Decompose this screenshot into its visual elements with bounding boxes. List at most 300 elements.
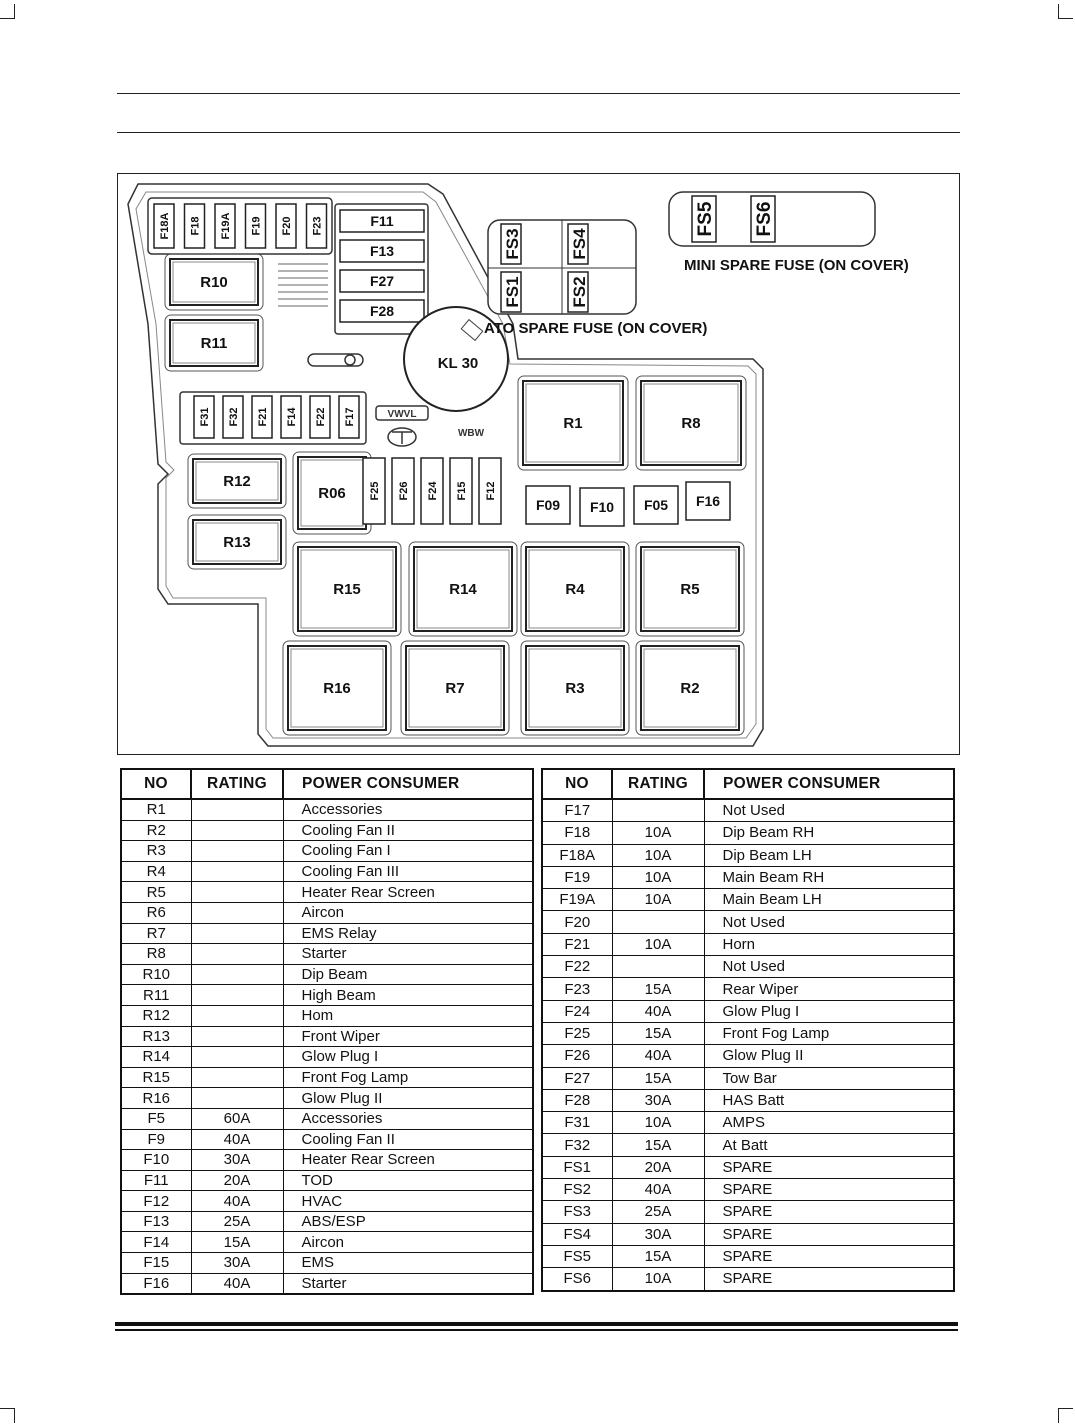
cell-consumer: SPARE: [704, 1245, 954, 1267]
cell-no: FS1: [542, 1156, 612, 1178]
cell-no: F27: [542, 1067, 612, 1089]
fuse-puller-icon: [308, 354, 363, 366]
cell-consumer: Front Fog Lamp: [283, 1067, 533, 1088]
table-row: [121, 923, 533, 944]
cell-no: F32: [542, 1134, 612, 1156]
cell-consumer: Cooling Fan I: [283, 841, 533, 862]
cell-rating: 40A: [191, 1191, 283, 1212]
fuse-f12: [479, 458, 501, 524]
cell-consumer: Horn: [704, 933, 954, 955]
relay-r3: [521, 641, 629, 735]
cell-no: F13: [121, 1211, 191, 1232]
fuse-label: F26: [398, 481, 410, 501]
fuse-label: F20: [281, 216, 293, 236]
header-no: NO: [121, 769, 191, 799]
spare-fuse-label: FS5: [695, 201, 716, 237]
table-row: [121, 1005, 533, 1026]
cell-no: F26: [542, 1045, 612, 1067]
fuse-label: F25: [369, 481, 381, 501]
cell-no: R3: [121, 841, 191, 862]
cell-consumer: At Batt: [704, 1134, 954, 1156]
cell-no: R14: [121, 1047, 191, 1068]
relay-r15: [293, 542, 401, 636]
cell-no: F11: [121, 1170, 191, 1191]
footer-rule-thin: [115, 1329, 958, 1331]
cell-no: F5: [121, 1108, 191, 1129]
cell-consumer: SPARE: [704, 1179, 954, 1201]
fuse-label: F21: [257, 407, 269, 427]
cell-consumer: Starter: [283, 1273, 533, 1294]
fuse-f15: [450, 458, 472, 524]
table-row: [542, 822, 954, 844]
fuse-f14: [281, 396, 301, 438]
relay-label: R8: [681, 415, 701, 432]
cell-rating: 30A: [612, 1089, 704, 1111]
cell-rating: 10A: [612, 1112, 704, 1134]
cell-rating: [191, 902, 283, 923]
cell-consumer: Glow Plug II: [704, 1045, 954, 1067]
cell-rating: 30A: [191, 1253, 283, 1274]
header-no: NO: [542, 769, 612, 799]
cell-no: FS6: [542, 1268, 612, 1291]
spare-fuse-label: FS6: [754, 201, 775, 237]
cell-no: F23: [542, 978, 612, 1000]
cell-no: R1: [121, 799, 191, 820]
fuse-label: F17: [344, 407, 356, 427]
fuse-f11: [340, 210, 424, 232]
table-row: [542, 866, 954, 888]
relay-label: R06: [318, 485, 346, 502]
cell-consumer: Glow Plug I: [704, 1000, 954, 1022]
relay-label: R14: [449, 581, 477, 598]
relay-label: R15: [333, 581, 361, 598]
cell-no: F25: [542, 1022, 612, 1044]
relay-label: R13: [223, 534, 251, 551]
table-row: [542, 1156, 954, 1178]
table-row: [542, 1268, 954, 1291]
fuse-label: F15: [456, 481, 468, 501]
relay-label: R1: [563, 415, 583, 432]
cell-consumer: Cooling Fan II: [283, 1129, 533, 1150]
fuse-label: F18A: [159, 212, 171, 240]
table-row: [121, 841, 533, 862]
fuse-f26: [392, 458, 414, 524]
cell-no: FS5: [542, 1245, 612, 1267]
table-row: [121, 985, 533, 1006]
cell-rating: [191, 944, 283, 965]
cell-rating: 30A: [191, 1150, 283, 1171]
ato-spare-label: ATO SPARE FUSE (ON COVER): [484, 320, 708, 337]
spare-fuse-label: FS4: [570, 228, 589, 260]
cell-no: R16: [121, 1088, 191, 1109]
cell-no: R15: [121, 1067, 191, 1088]
svg-text:WBW: WBW: [457, 428, 485, 439]
table-row: [121, 1232, 533, 1253]
cell-rating: 10A: [612, 866, 704, 888]
fuse-f13: [340, 240, 424, 262]
cell-consumer: AMPS: [704, 1112, 954, 1134]
spare-fuse-fs1: [501, 272, 522, 312]
relay-label: R3: [565, 680, 585, 697]
cell-no: F17: [542, 799, 612, 822]
cell-consumer: Rear Wiper: [704, 978, 954, 1000]
cell-rating: 15A: [612, 1022, 704, 1044]
fuse-f32: [223, 396, 243, 438]
relay-r5: [636, 542, 744, 636]
fuse-label: F22: [315, 407, 327, 427]
table-header-row: [121, 769, 533, 799]
relay-label: R5: [680, 581, 700, 598]
table-row: [542, 844, 954, 866]
table-row: [542, 1201, 954, 1223]
fuse-f19: [246, 204, 266, 248]
crop-mark-bottom-right: [1058, 1408, 1073, 1423]
cell-rating: 15A: [612, 978, 704, 1000]
fuse-f25: [363, 458, 385, 524]
cell-rating: 10A: [612, 822, 704, 844]
header-consumer: POWER CONSUMER: [704, 769, 954, 799]
header-consumer: POWER CONSUMER: [283, 769, 533, 799]
cell-no: R5: [121, 882, 191, 903]
relay-label: R16: [323, 680, 351, 697]
cell-no: FS2: [542, 1179, 612, 1201]
relay-r1: [518, 376, 628, 470]
cell-consumer: Dip Beam LH: [704, 844, 954, 866]
fuse-label: F11: [370, 213, 394, 229]
cell-consumer: Accessories: [283, 1108, 533, 1129]
cell-no: F9: [121, 1129, 191, 1150]
cell-no: F24: [542, 1000, 612, 1022]
cell-rating: [191, 1005, 283, 1026]
cell-no: F12: [121, 1191, 191, 1212]
cell-no: F14: [121, 1232, 191, 1253]
cell-rating: [191, 1026, 283, 1047]
crop-mark-top-right: [1058, 4, 1073, 19]
spare-fuse-label: FS2: [570, 276, 589, 308]
table-row: [121, 799, 533, 820]
relay-r06: [293, 452, 371, 534]
table-row: [542, 1000, 954, 1022]
cell-no: R13: [121, 1026, 191, 1047]
cell-consumer: Aircon: [283, 1232, 533, 1253]
cell-consumer: Heater Rear Screen: [283, 1150, 533, 1171]
cell-rating: [191, 1047, 283, 1068]
relay-r4: [521, 542, 629, 636]
cell-consumer: Accessories: [283, 799, 533, 820]
table-row: [121, 1170, 533, 1191]
cell-rating: 10A: [612, 844, 704, 866]
relay-r10: [165, 254, 263, 310]
cell-no: F28: [542, 1089, 612, 1111]
cell-no: F10: [121, 1150, 191, 1171]
cell-rating: 40A: [612, 1179, 704, 1201]
cell-consumer: Aircon: [283, 902, 533, 923]
fuse-label: F19A: [220, 212, 232, 240]
cell-rating: 10A: [612, 933, 704, 955]
fuse-label: F18: [189, 216, 202, 236]
cell-consumer: Starter: [283, 944, 533, 965]
footer-rule-thick: [115, 1322, 958, 1326]
cell-consumer: Not Used: [704, 799, 954, 822]
fuse-label: F32: [228, 407, 240, 427]
fuse-f10: [580, 488, 624, 526]
cell-consumer: Glow Plug II: [283, 1088, 533, 1109]
spare-fuse-fs6: [751, 196, 775, 242]
relay-label: R2: [680, 680, 700, 697]
cell-no: F15: [121, 1253, 191, 1274]
cell-consumer: Glow Plug I: [283, 1047, 533, 1068]
relay-label: R11: [200, 335, 228, 352]
fuse-label: F23: [311, 216, 324, 236]
table-row: [542, 799, 954, 822]
fuse-f05: [634, 486, 678, 524]
cell-consumer: SPARE: [704, 1156, 954, 1178]
fuse-f21: [252, 396, 272, 438]
cell-consumer: Front Wiper: [283, 1026, 533, 1047]
cell-rating: 40A: [191, 1129, 283, 1150]
vent-lines: [278, 264, 328, 306]
cell-consumer: Dip Beam RH: [704, 822, 954, 844]
fuse-label: F13: [369, 243, 395, 259]
fuse-f31: [194, 396, 214, 438]
table-row: [542, 1089, 954, 1111]
cell-rating: [191, 985, 283, 1006]
cell-consumer: High Beam: [283, 985, 533, 1006]
fuse-f20: [276, 204, 296, 248]
cell-rating: 40A: [612, 1045, 704, 1067]
fuse-label: F31: [199, 407, 211, 427]
spare-fuse-fs2: [568, 272, 589, 312]
fuse-f27: [340, 270, 424, 292]
top-fuse-block: [148, 198, 332, 254]
manufacturer-logo: [376, 406, 485, 446]
kl30-label: KL 30: [437, 355, 479, 372]
cell-rating: 30A: [612, 1223, 704, 1245]
cell-consumer: Hom: [283, 1005, 533, 1026]
fuse-box-drawing: [118, 174, 961, 756]
cell-rating: [191, 820, 283, 841]
fuse-f28: [340, 300, 424, 322]
cell-rating: 15A: [191, 1232, 283, 1253]
relay-label: R12: [223, 473, 251, 490]
cell-rating: [191, 1067, 283, 1088]
table-row: [542, 933, 954, 955]
table-row: [121, 882, 533, 903]
mini-spare-label: MINI SPARE FUSE (ON COVER): [684, 257, 909, 274]
table-row: [121, 1211, 533, 1232]
table-row: [542, 911, 954, 933]
table-row: [121, 944, 533, 965]
cell-no: F31: [542, 1112, 612, 1134]
cell-consumer: SPARE: [704, 1268, 954, 1291]
fuse-label: F14: [286, 407, 298, 427]
relay-r8: [636, 376, 746, 470]
relay-r2: [636, 641, 744, 735]
table-row: [121, 861, 533, 882]
table-row: [542, 1067, 954, 1089]
table-row: [121, 1273, 533, 1294]
cell-consumer: Dip Beam: [283, 964, 533, 985]
table-row: [542, 1022, 954, 1044]
cell-consumer: SPARE: [704, 1201, 954, 1223]
cell-no: R4: [121, 861, 191, 882]
cell-rating: [191, 1088, 283, 1109]
table-row: [542, 978, 954, 1000]
fuse-label: F10: [589, 499, 615, 515]
header-rating: RATING: [191, 769, 283, 799]
cell-consumer: EMS Relay: [283, 923, 533, 944]
cell-rating: [191, 923, 283, 944]
fuse-f19a: [215, 204, 235, 248]
spare-fuse-fs3: [501, 224, 522, 264]
relay-r11: [165, 315, 263, 371]
header-rating: RATING: [612, 769, 704, 799]
cell-no: R12: [121, 1005, 191, 1026]
relay-r13: [188, 515, 286, 569]
cell-rating: [612, 799, 704, 822]
fuse-label: F05: [643, 497, 669, 513]
relay-label: R10: [200, 274, 228, 291]
cell-rating: 40A: [612, 1000, 704, 1022]
fuse-f17: [339, 396, 359, 438]
table-row: [121, 1108, 533, 1129]
cell-rating: 20A: [612, 1156, 704, 1178]
fuse-label: F24: [427, 481, 439, 501]
table-row: [542, 1112, 954, 1134]
cell-rating: [191, 799, 283, 820]
cell-consumer: Heater Rear Screen: [283, 882, 533, 903]
relay-label: R4: [565, 581, 585, 598]
table-header-row: [542, 769, 954, 799]
cell-no: F18A: [542, 844, 612, 866]
spare-fuse-fs4: [568, 224, 589, 264]
table-row: [542, 1245, 954, 1267]
cell-rating: 20A: [191, 1170, 283, 1191]
relay-label: R7: [445, 680, 465, 697]
fuse-f09: [526, 486, 570, 524]
cell-rating: 60A: [191, 1108, 283, 1129]
cell-rating: 40A: [191, 1273, 283, 1294]
relay-r14: [409, 542, 517, 636]
spare-fuse-label: FS1: [503, 276, 522, 308]
table-row: [121, 1253, 533, 1274]
cell-rating: [191, 964, 283, 985]
crop-mark-bottom-left: [0, 1408, 15, 1423]
cell-consumer: ABS/ESP: [283, 1211, 533, 1232]
cell-no: R10: [121, 964, 191, 985]
table-row: [121, 1129, 533, 1150]
table-row: [542, 956, 954, 978]
cell-consumer: TOD: [283, 1170, 533, 1191]
cell-rating: 15A: [612, 1134, 704, 1156]
cell-rating: [191, 861, 283, 882]
cell-no: FS3: [542, 1201, 612, 1223]
cell-consumer: Not Used: [704, 956, 954, 978]
spare-fuse-fs5: [692, 196, 716, 242]
cell-no: F19A: [542, 889, 612, 911]
cell-no: F20: [542, 911, 612, 933]
relay-r7: [401, 641, 509, 735]
fuse-f22: [310, 396, 330, 438]
fuse-table-left: [120, 768, 534, 1295]
table-row: [121, 902, 533, 923]
cell-rating: 15A: [612, 1245, 704, 1267]
cell-consumer: Main Beam RH: [704, 866, 954, 888]
table-row: [121, 964, 533, 985]
fuse-f23: [307, 204, 327, 248]
cell-no: R8: [121, 944, 191, 965]
cell-rating: [612, 911, 704, 933]
table-row: [542, 1179, 954, 1201]
crop-mark-top-left: [0, 4, 15, 19]
table-row: [542, 1045, 954, 1067]
fuse-label: F27: [369, 273, 395, 289]
table-row: [121, 1067, 533, 1088]
fuse-label: F16: [695, 493, 721, 509]
cell-rating: [612, 956, 704, 978]
fuse-box-diagram: [117, 173, 960, 755]
fuse-label: F19: [250, 216, 263, 236]
header-rule-top: [117, 93, 960, 94]
header-rule-bottom: [117, 132, 960, 133]
cell-consumer: Tow Bar: [704, 1067, 954, 1089]
cell-no: FS4: [542, 1223, 612, 1245]
table-row: [121, 1047, 533, 1068]
cell-rating: 10A: [612, 1268, 704, 1291]
table-row: [121, 1191, 533, 1212]
cell-no: R2: [121, 820, 191, 841]
fuse-f16: [686, 482, 730, 520]
cell-no: R11: [121, 985, 191, 1006]
cell-rating: 15A: [612, 1067, 704, 1089]
fuse-table-right: [541, 768, 955, 1292]
cell-rating: 10A: [612, 889, 704, 911]
table-row: [542, 1134, 954, 1156]
table-row: [121, 1150, 533, 1171]
table-row: [542, 889, 954, 911]
table-row: [121, 820, 533, 841]
fuse-f18a: [154, 204, 174, 248]
cell-rating: 25A: [191, 1211, 283, 1232]
table-row: [542, 1223, 954, 1245]
relay-r16: [283, 641, 391, 735]
cell-consumer: HAS Batt: [704, 1089, 954, 1111]
cell-no: F16: [121, 1273, 191, 1294]
cell-rating: 25A: [612, 1201, 704, 1223]
relay-r12: [188, 454, 286, 508]
cell-consumer: HVAC: [283, 1191, 533, 1212]
cell-consumer: SPARE: [704, 1223, 954, 1245]
cell-no: F19: [542, 866, 612, 888]
fuse-f18: [185, 204, 205, 248]
cell-consumer: Cooling Fan III: [283, 861, 533, 882]
cell-no: R6: [121, 902, 191, 923]
fuse-label: F28: [369, 303, 395, 319]
fuse-label: F09: [535, 497, 561, 513]
cell-consumer: EMS: [283, 1253, 533, 1274]
cell-no: F22: [542, 956, 612, 978]
cell-rating: [191, 841, 283, 862]
fuse-label: F12: [485, 481, 497, 501]
cell-consumer: Cooling Fan II: [283, 820, 533, 841]
svg-text:VWVL: VWVL: [387, 409, 417, 420]
cell-consumer: Main Beam LH: [704, 889, 954, 911]
cell-rating: [191, 882, 283, 903]
cell-no: F18: [542, 822, 612, 844]
fuse-f24: [421, 458, 443, 524]
cell-consumer: Not Used: [704, 911, 954, 933]
spare-fuse-label: FS3: [503, 228, 522, 260]
